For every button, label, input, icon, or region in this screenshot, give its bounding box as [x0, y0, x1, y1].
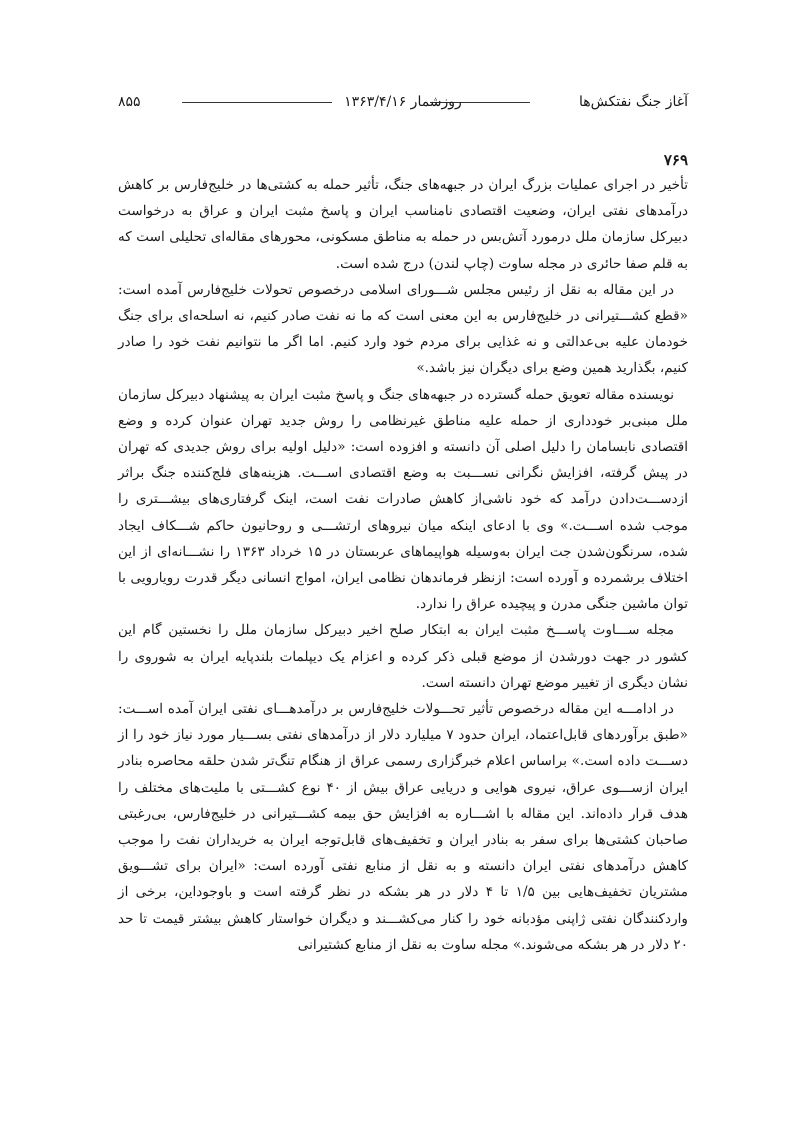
book-title: آغاز جنگ نفتکش‌ها: [579, 94, 688, 110]
paragraph: تأخیر در اجرای عملیات بزرگ ایران در جبهه‌های جنگ، تأثیر حمله به کشتی‌ها در خلیج‌فارس بر کاهش درآمدهای نفتی ایران، وضعیت اقتصادی نامناسب ایران و پاسخ مثبت ایران و عراق به درخواست دبیرکل سازمان ملل درمورد آتش‌بس در حمله به مناطق مسکونی، محورهای مقاله‌ای تحلیلی است که به قلم صفا حائری در مجله ساوت (چاپ لندن) درج شده است.: [118, 177, 688, 272]
paragraph: در ادامـــه این مقاله درخصوص تأثیر تحـــولات خلیج‌فارس بر درآمدهـــای نفتی ایران آمده اســـت: «طبق برآوردهای قابل‌اعتماد، ایران حدود ۷ میلیارد دلار از درآمدهای نفتی بســـیار مورد نیاز خود را از دســـت داده است.» براساس اعلام خبرگزاری رسمی عراق از هنگام تنگ‌تر شدن حلقه محاصره بنادر ایران ازســـوی عراق، نیروی هوایی و دریایی عراق بیش از ۴۰ نوع کشـــتی با ملیت‌های مختلف را هدف قرار داده‌اند. این مقاله با اشـــاره به افزایش حق بیمه کشـــتیرانی در خلیج‌فارس، بی‌رغبتی صاحبان کشتی‌ها برای سفر به بنادر ایران و تخفیف‌های قابل‌توجه ایران به خریداران نفت را موجب کاهش درآمدهای نفتی ایران دانسته و به نقل از منابع نفتی آورده است: «ایران برای تشـــویق مشتریان تخفیف‌هایی بین ۱/۵ تا ۴ دلار در هر بشکه در نظر گرفته است و باوجوداین، برخی از واردکنندگان نفتی ژاپنی مؤدبانه خود را کنار می‌کشـــند و دیگران خواستار کاهش بیشتر قیمت تا حد ۲۰ دلار در هر بشکه می‌شوند.» مجله ساوت به نقل از منابع کشتیرانی: [118, 701, 688, 953]
report-date: روزشمار ۱۳۶۳/۴/۱۶: [344, 94, 462, 110]
page-number: ۸۵۵: [118, 94, 141, 110]
paragraph: نویسنده مقاله تعویق حمله گسترده در جبهه‌های جنگ و پاسخ مثبت ایران به پیشنهاد دبیرکل سازمان ملل مبنی‌بر خودداری از حمله علیه مناطق غیرنظامی را روش جدید تهران عنوان کرده و وضع اقتصادی نابسامان را دلیل اصلی آن دانسته و افزوده است: «دلیل اولیه برای روش جدیدی که تهران در پیش گرفته، افزایش نگرانی نســـبت به وضع اقتصادی اســـت. هزینه‌های فلج‌کننده جنگ براثر ازدســـت‌دادن درآمد که خود ناشی‌از کاهش صادرات نفت است، اینک گرفتاری‌های بیشـــتری را موجب شده اســـت.» وی با ادعای اینکه میان نیروهای ارتشـــی و روحانیون حاکم شـــکاف ایجاد شده، سرنگون‌شدن جت ایران به‌وسیله هواپیماهای عربستان در ۱۵ خرداد ۱۳۶۳ را نشـــانه‌ای از این اختلاف برشمرده و آورده است: ازنظر فرماندهان نظامی ایران، امواج انسانی دیگر قدرت رویارویی با توان ماشین جنگی مدرن و پیچیده عراق را ندارد.: [118, 386, 688, 613]
running-header: [118, 92, 688, 118]
header-rule-left: [182, 102, 332, 103]
document-page: [118, 0, 688, 1133]
body-text: [118, 172, 688, 958]
paragraph: مجله ســـاوت پاســـخ مثبت ایران به ابتکار صلح اخیر دبیرکل سازمان ملل را نخستین گام این کشور در جهت دورشدن از موضع قبلی ذکر کرده و اعزام یک دیپلمات بلندپایه ایران به شوروی را نشان دیگری از تغییر موضع تهران دانسته است.: [118, 622, 688, 691]
entry-number: ۷۶۹: [663, 151, 688, 169]
paragraph: در این مقاله به نقل از رئیس مجلس شـــورای اسلامی درخصوص تحولات خلیج‌فارس آمده است: «قطع کشـــتیرانی در خلیج‌فارس به این معنی است که ما نه نفت صادر کنیم، نه اسلحه‌ای برای جنگ خودمان علیه بی‌عدالتی و نه غذایی برای مردم خود وارد کنیم. اما اگر ما نتوانیم نفت خود را صادر کنیم، بگذارید همین وضع برای دیگران نیز باشد.»: [118, 281, 688, 377]
